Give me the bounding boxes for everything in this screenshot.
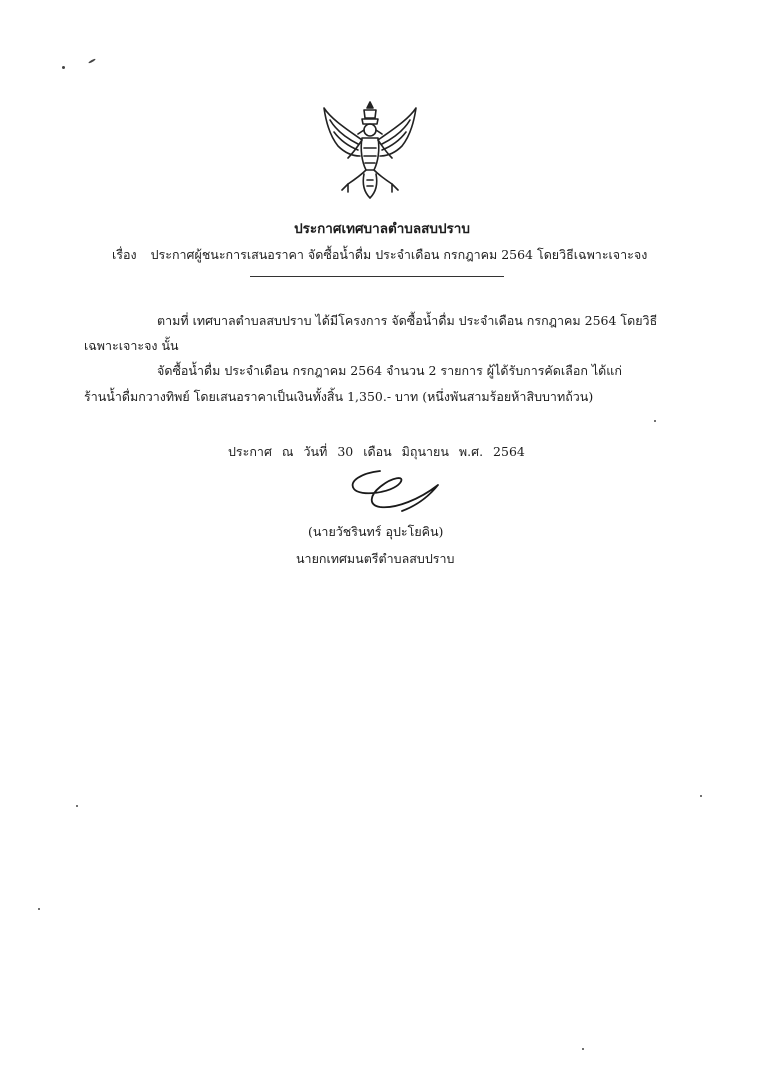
scan-speck [582, 1048, 584, 1050]
scan-speck [700, 795, 702, 797]
paragraph-2-line-1: จัดซื้อน้ำดื่ม ประจำเดือน กรกฎาคม 2564 จำนวน 2 รายการ ผู้ได้รับการคัดเลือก ได้แก่ [157, 363, 622, 378]
date-year: 2564 [493, 444, 525, 459]
scan-speck [76, 805, 78, 807]
scan-speck [88, 58, 96, 64]
garuda-emblem-icon [318, 100, 422, 200]
subject-line [112, 245, 647, 265]
paragraph-2-line-2: ร้านน้ำดื่มกวางทิพย์ โดยเสนอราคาเป็นเงินทั้งสิ้น 1,350.- บาท (หนึ่งพันสามร้อยห้าสิบบาทถ้วน) [84, 389, 594, 404]
title-divider [250, 276, 504, 277]
date-year-label: พ.ศ. [458, 444, 484, 459]
date-day-label: วันที่ [303, 444, 328, 459]
announcement-title: ประกาศเทศบาลตำบลสบปราบ [294, 221, 470, 237]
subject-text: ประกาศผู้ชนะการเสนอราคา จัดซื้อน้ำดื่ม ประจำเดือน กรกฎาคม 2564 โดยวิธีเฉพาะเจาะจง [150, 247, 648, 262]
date-day: 30 [337, 444, 354, 459]
handwritten-signature [340, 463, 448, 515]
date-month-label: เดือน [363, 444, 392, 459]
signer-name: (นายวัชรินทร์ อุปะโยคิน) [308, 524, 444, 539]
announcement-date [228, 442, 535, 462]
scan-speck [38, 908, 40, 910]
paragraph-1-line-1: ตามที่ เทศบาลตำบลสบปราบ ได้มีโครงการ จัดซื้อน้ำดื่ม ประจำเดือน กรกฎาคม 2564 โดยวิธี [157, 313, 658, 328]
signer-position: นายกเทศมนตรีตำบลสบปราบ [296, 551, 455, 566]
scan-speck [62, 66, 65, 69]
subject-label: เรื่อง [112, 247, 137, 262]
paragraph-1-line-2: เฉพาะเจาะจง นั้น [84, 338, 179, 353]
scan-speck [654, 420, 656, 422]
date-announce-word: ประกาศ [228, 444, 272, 459]
date-at-word: ณ [281, 444, 294, 459]
date-month: มิถุนายน [401, 444, 449, 459]
